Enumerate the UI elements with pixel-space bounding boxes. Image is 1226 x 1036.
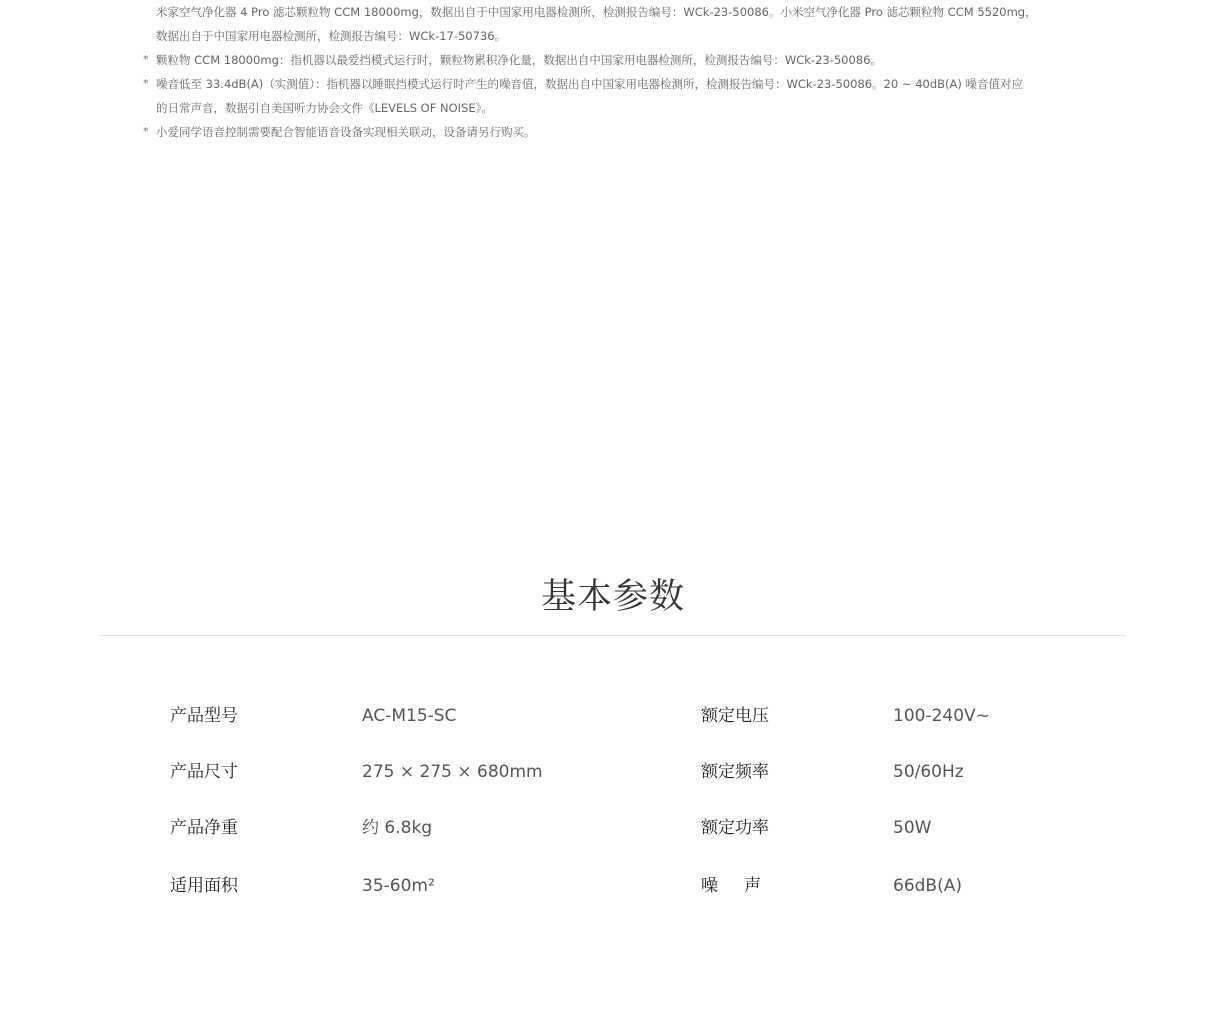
spec-label-weight: 产品净重	[170, 818, 238, 838]
footnote-line	[143, 96, 1068, 120]
spec-label-size: 产品尺寸	[170, 762, 238, 782]
footnote-marker: *	[143, 53, 149, 66]
divider	[100, 635, 1126, 636]
footnote-marker: *	[143, 77, 149, 90]
spec-value-size: 275 × 275 × 680mm	[362, 762, 543, 782]
section-title: 基本参数	[540, 577, 685, 618]
spec-label-frequency: 额定频率	[701, 762, 769, 782]
spec-value-power: 50W	[893, 818, 932, 838]
footnote-text: 颗粒物 CCM 18000mg：指机器以最爱挡模式运行时，颗粒物累积净化量，数据出自中国家用电器检测所，检测报告编号：WCk-23-50086。	[156, 53, 882, 67]
footnote-text: 数据出自于中国家用电器检测所，检测报告编号：WCk-17-50736。	[156, 29, 507, 43]
spec-value-voltage: 100-240V~	[893, 706, 990, 726]
footnote-line	[143, 24, 1068, 48]
spec-value-area: 35-60m²	[362, 876, 435, 896]
footnote-text: 的日常声音，数据引自美国听力协会文件《LEVELS OF NOISE》。	[156, 101, 493, 115]
spec-value-model: AC-M15-SC	[362, 706, 457, 726]
spec-label-voltage: 额定电压	[701, 706, 769, 726]
footnote-text: 米家空气净化器 4 Pro 滤芯颗粒物 CCM 18000mg，数据出自于中国家用电器检测所，检测报告编号：WCk-23-50086。小米空气净化器 Pro 滤芯颗粒物 CCM 5520mg，	[156, 5, 1037, 19]
spec-value-frequency: 50/60Hz	[893, 762, 964, 782]
footnote-text: 噪音低至 33.4dB(A)（实测值）：指机器以睡眠挡模式运行时产生的噪音值，数据出自中国家用电器检测所，检测报告编号：WCk-23-50086。20 ~ 40dB(A) 噪音值对应	[156, 77, 1024, 91]
spec-label-area: 适用面积	[170, 876, 238, 896]
footnote-text: 小爱同学语音控制需要配合智能语音设备实现相关联动，设备请另行购买。	[156, 125, 536, 139]
footnote-marker: *	[143, 125, 149, 138]
spec-label-power: 额定功率	[701, 818, 769, 838]
spec-label-model: 产品型号	[170, 706, 238, 726]
spec-label-noise: 噪声	[701, 876, 787, 896]
footnote-line	[143, 48, 1068, 72]
spec-value-noise: 66dB(A)	[893, 876, 962, 896]
footnote-line	[143, 72, 1068, 96]
footnote-line	[143, 0, 1068, 24]
spec-value-weight: 约 6.8kg	[362, 818, 433, 838]
footnotes	[143, 0, 1068, 144]
footnote-line	[143, 120, 1068, 144]
